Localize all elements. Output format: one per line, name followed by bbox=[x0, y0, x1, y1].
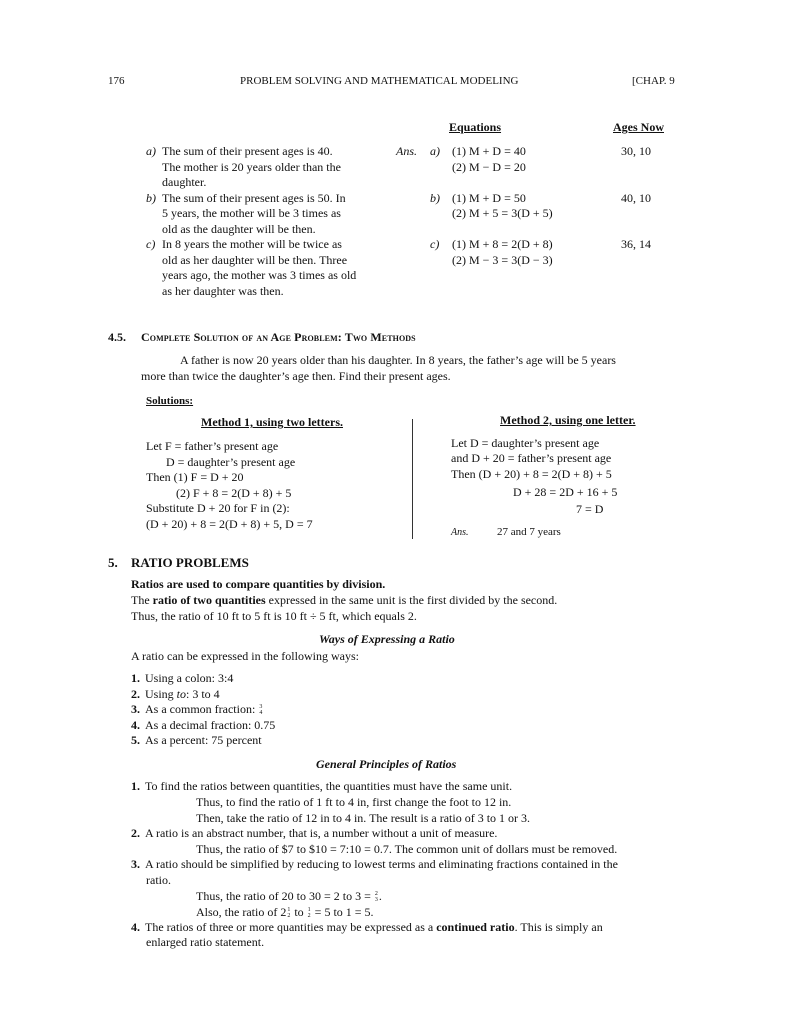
principles-heading: General Principles of Ratios bbox=[316, 757, 457, 771]
section-number: 5. bbox=[108, 555, 118, 570]
row-letter: a) bbox=[430, 144, 440, 158]
equation-2: (2) M + 5 = 3(D + 5) bbox=[452, 206, 553, 220]
method-line: D = daughter’s present age bbox=[166, 455, 296, 469]
principle-detail: Then, take the ratio of 12 in to 4 in. The result is a ratio of 3 to 1 or 3. bbox=[196, 811, 531, 825]
problem-line: years ago, the mother was 3 times as old bbox=[162, 268, 357, 282]
problem-line: old as the daughter will be then. bbox=[162, 222, 316, 236]
principle-detail bbox=[196, 905, 374, 921]
method-line: Let D = daughter’s present age bbox=[451, 436, 600, 450]
principle-detail: Thus, to find the ratio of 1 ft to 4 in, first change the foot to 12 in. bbox=[196, 795, 512, 809]
ratio-lead: Ratios are used to compare quantities by division. bbox=[131, 577, 386, 591]
item-number: 5. bbox=[131, 733, 140, 747]
principle-3 bbox=[131, 857, 618, 873]
section-number: 4.5. bbox=[108, 330, 126, 344]
method-line: 7 = D bbox=[576, 502, 604, 516]
principle-1 bbox=[131, 779, 512, 795]
ways-item bbox=[131, 687, 220, 703]
ans-label: Ans. bbox=[451, 527, 469, 538]
item-number: 4. bbox=[131, 718, 140, 732]
method-line: Then (1) F = D + 20 bbox=[146, 470, 244, 484]
text-fragment: Also, the ratio of 2 bbox=[196, 905, 287, 919]
ratio-definition bbox=[131, 593, 557, 609]
item-number: 2. bbox=[131, 826, 140, 840]
problem-line: old as her daughter will be then. Three bbox=[162, 253, 348, 267]
text-fragment: ratio of two quantities bbox=[152, 593, 266, 607]
fraction: 1 2 bbox=[287, 907, 291, 920]
item-text: To find the ratios between quantities, the quantities must have the same unit. bbox=[145, 779, 513, 793]
ages-now-column-header: Ages Now bbox=[613, 120, 664, 134]
item-text: The ratios of three or more quantities may be expressed as a bbox=[145, 920, 437, 934]
problem-statement-line: A father is now 20 years older than his daughter. In 8 years, the father’s age will be 5 years bbox=[180, 353, 616, 367]
item-text: Using bbox=[145, 687, 177, 701]
page-number: 176 bbox=[108, 75, 125, 87]
ways-intro: A ratio can be expressed in the following ways: bbox=[131, 649, 359, 663]
item-text: continued ratio bbox=[436, 920, 515, 934]
item-number: 2. bbox=[131, 687, 140, 701]
ages-now: 36, 14 bbox=[621, 237, 651, 251]
text-fragment: expressed in the same unit is the first divided by the second. bbox=[265, 593, 558, 607]
fraction: 1 2 bbox=[307, 907, 311, 920]
item-number: 1. bbox=[131, 779, 140, 793]
problem-line: The sum of their present ages is 40. bbox=[162, 144, 333, 158]
row-letter: a) bbox=[146, 144, 156, 158]
method-line: D + 28 = 2D + 16 + 5 bbox=[513, 485, 618, 499]
item-text: As a common fraction: bbox=[145, 702, 256, 716]
item-number: 3. bbox=[131, 857, 140, 871]
equation-1: (1) M + 8 = 2(D + 8) bbox=[452, 237, 553, 251]
ans-label: Ans. bbox=[396, 144, 417, 158]
ways-item bbox=[131, 733, 262, 749]
running-title: PROBLEM SOLVING AND MATHEMATICAL MODELING bbox=[240, 75, 519, 87]
row-letter: b) bbox=[430, 191, 440, 205]
equation-2: (2) M − 3 = 3(D − 3) bbox=[452, 253, 553, 267]
item-text: As a percent: 75 percent bbox=[145, 733, 262, 747]
item-text: A ratio is an abstract number, that is, a number without a unit of measure. bbox=[145, 826, 498, 840]
method-2-answer: 27 and 7 years bbox=[497, 526, 561, 538]
problem-line: The mother is 20 years older than the bbox=[162, 160, 341, 174]
item-text: As a decimal fraction: 0.75 bbox=[145, 718, 276, 732]
fraction: 3 4 bbox=[259, 704, 263, 717]
principle-text-cont: ratio. bbox=[146, 873, 171, 887]
principle-text-cont: enlarged ratio statement. bbox=[146, 935, 265, 949]
method-line: (2) F + 8 = 2(D + 8) + 5 bbox=[176, 486, 292, 500]
principle-detail bbox=[196, 889, 382, 905]
item-text: : 3 to 4 bbox=[186, 687, 220, 701]
equations-column-header: Equations bbox=[449, 120, 502, 134]
ages-now: 40, 10 bbox=[621, 191, 651, 205]
section-title: Complete Solution of an Age Problem: Two Methods bbox=[141, 330, 416, 344]
ways-item bbox=[131, 718, 275, 734]
ways-item bbox=[131, 702, 263, 718]
method-line: Substitute D + 20 for F in (2): bbox=[146, 501, 290, 515]
solutions-label: Solutions: bbox=[146, 395, 194, 407]
item-number: 3. bbox=[131, 702, 140, 716]
text-fragment: . bbox=[378, 889, 382, 903]
ways-heading: Ways of Expressing a Ratio bbox=[319, 632, 455, 646]
item-text: A ratio should be simplified by reducing to lowest terms and eliminating fractions contained in the bbox=[145, 857, 618, 871]
method-1-title: Method 1, using two letters. bbox=[201, 415, 343, 429]
problem-line: as her daughter was then. bbox=[162, 284, 284, 298]
method-line: Then (D + 20) + 8 = 2(D + 8) + 5 bbox=[451, 467, 612, 481]
text-fragment: = 5 to 1 = 5. bbox=[311, 905, 374, 919]
problem-line: In 8 years the mother will be twice as bbox=[162, 237, 342, 251]
ages-now: 30, 10 bbox=[621, 144, 651, 158]
row-letter: c) bbox=[430, 237, 440, 251]
ratio-example: Thus, the ratio of 10 ft to 5 ft is 10 ft ÷ 5 ft, which equals 2. bbox=[131, 609, 417, 623]
method-divider bbox=[412, 419, 413, 539]
problem-statement-line: more than twice the daughter’s age then. Find their present ages. bbox=[141, 369, 451, 383]
method-line: (D + 20) + 8 = 2(D + 8) + 5, D = 7 bbox=[146, 517, 313, 531]
equation-1: (1) M + D = 40 bbox=[452, 144, 526, 158]
principle-4 bbox=[131, 920, 603, 936]
method-line: and D + 20 = father’s present age bbox=[451, 451, 612, 465]
problem-line: 5 years, the mother will be 3 times as bbox=[162, 206, 341, 220]
method-2-title: Method 2, using one letter. bbox=[500, 413, 636, 427]
section-title: RATIO PROBLEMS bbox=[131, 555, 249, 570]
problem-line: The sum of their present ages is 50. In bbox=[162, 191, 346, 205]
fraction: 2 3 bbox=[374, 891, 378, 904]
item-text: to bbox=[176, 687, 187, 701]
principle-2 bbox=[131, 826, 497, 842]
item-text: . This is simply an bbox=[514, 920, 603, 934]
item-number: 1. bbox=[131, 671, 140, 685]
text-fragment: to bbox=[291, 905, 307, 919]
equation-2: (2) M − D = 20 bbox=[452, 160, 526, 174]
row-letter: b) bbox=[146, 191, 156, 205]
item-text: Using a colon: 3:4 bbox=[145, 671, 234, 685]
ways-item bbox=[131, 671, 233, 687]
equation-1: (1) M + D = 50 bbox=[452, 191, 526, 205]
text-fragment: The bbox=[131, 593, 153, 607]
principle-detail: Thus, the ratio of $7 to $10 = 7:10 = 0.7. The common unit of dollars must be removed. bbox=[196, 842, 618, 856]
row-letter: c) bbox=[146, 237, 156, 251]
problem-line: daughter. bbox=[162, 175, 207, 189]
text-fragment: Thus, the ratio of 20 to 30 = 2 to 3 = bbox=[196, 889, 371, 903]
chapter-label: [CHAP. 9 bbox=[632, 75, 675, 87]
method-line: Let F = father’s present age bbox=[146, 439, 279, 453]
item-number: 4. bbox=[131, 920, 140, 934]
